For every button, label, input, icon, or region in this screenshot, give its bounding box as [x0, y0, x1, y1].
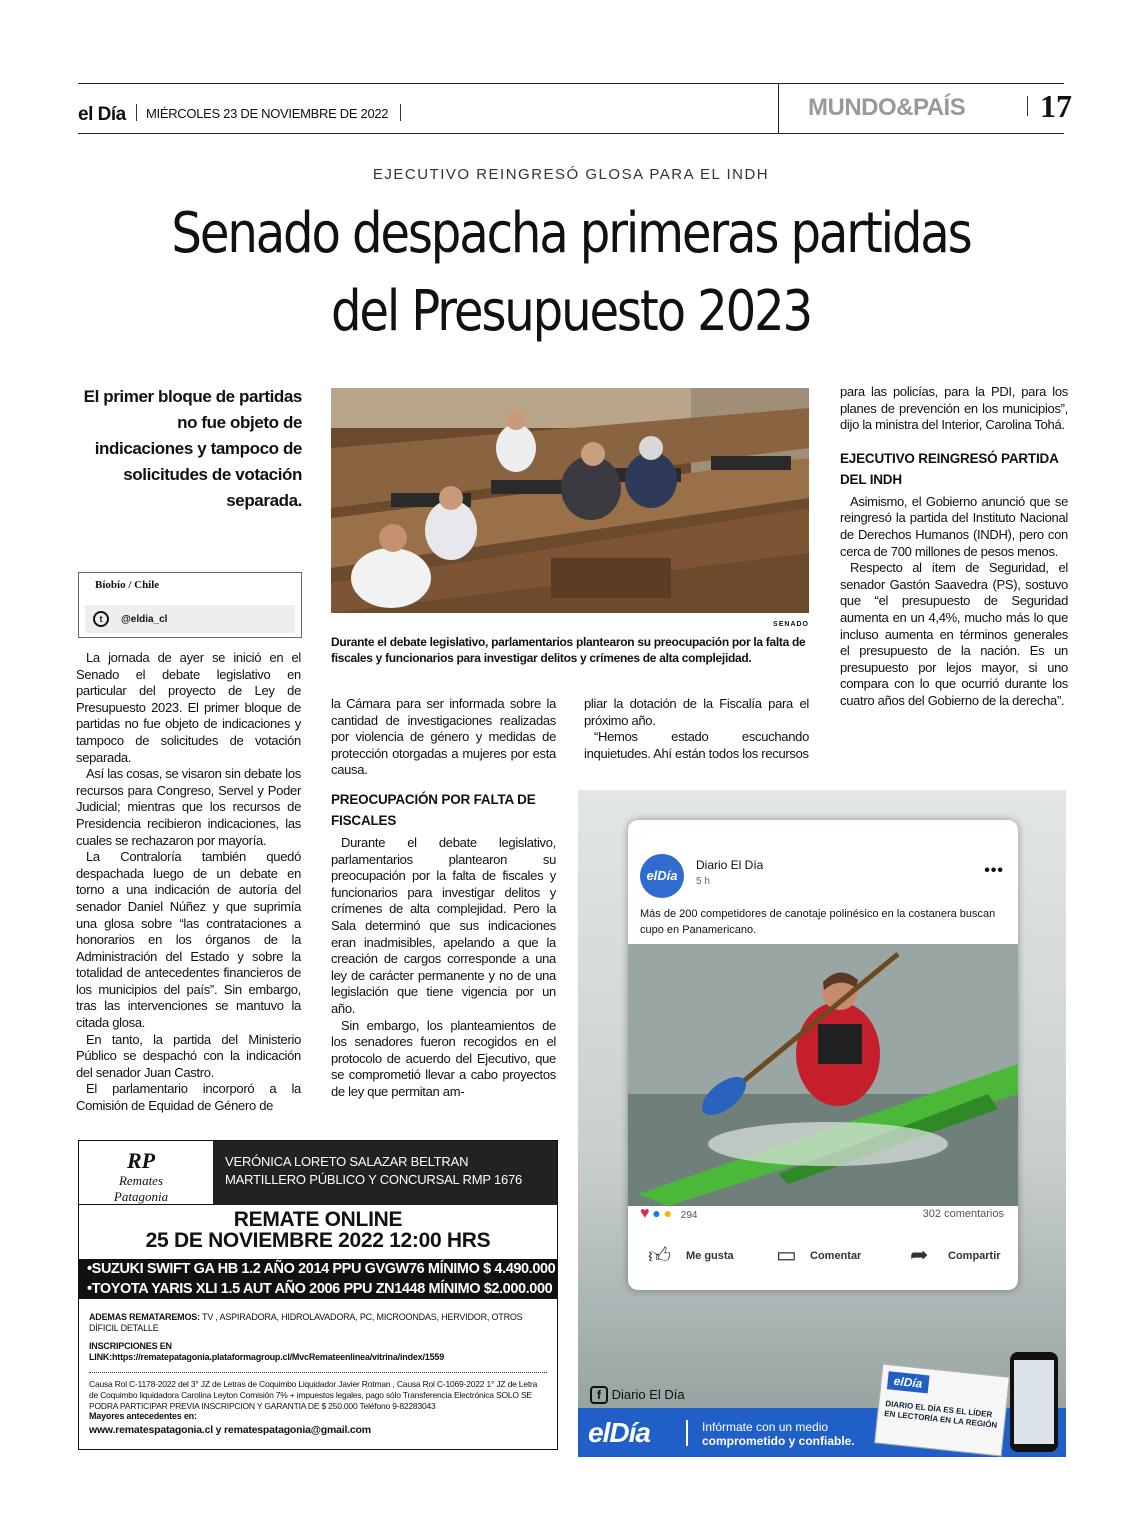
- paragraph: La Contraloría también quedó despachada luego de un debate en torno a una indicación de autoría del senador Daniel Núñez y que suprimía una glosa sobre “las contrataciones a honorarios en los órganos de la Administración del Estado y sobre la totalidad de antecedentes financieros de los municipios del país”. Sin embargo, tras las intervenciones se mantuvo la citada glosa.: [76, 849, 301, 1031]
- wow-icon: ●: [663, 1205, 672, 1221]
- facebook-label: [590, 1386, 685, 1404]
- paragraph: pliar la dotación de la Fiscalía para el próximo año.: [584, 696, 809, 728]
- auctioneer-name: VERÓNICA LORETO SALAZAR BELTRAN: [225, 1154, 469, 1169]
- logo-mark: RP: [126, 1148, 156, 1173]
- like-icon: ●: [652, 1205, 661, 1221]
- post-time: 5 h: [696, 876, 710, 887]
- post-actions: [628, 1240, 1018, 1284]
- article-column-1: [76, 650, 301, 1115]
- social-source: Bíobío / Chile: [95, 579, 160, 591]
- divider: [1027, 96, 1028, 116]
- facebook-icon: f: [590, 1386, 608, 1404]
- ad-inscripciones: [89, 1341, 547, 1363]
- subheading: PREOCUPACIÓN POR FALTA DE FISCALES: [331, 791, 536, 828]
- ad-item: •SUZUKI SWIFT GA HB 1.2 AÑO 2014 PPU GVGW76 MÍNIMO $ 4.490.000: [87, 1261, 556, 1277]
- article-column-4: [840, 384, 1068, 710]
- band-slogan-line: comprometido y confiable.: [702, 1434, 855, 1448]
- auctioneer-box: [213, 1141, 557, 1205]
- facebook-page-name: Diario El Día: [611, 1387, 685, 1402]
- paragraph: para las policías, para la PDI, para los planes de prevención en los municipios”, dijo la ministra del Interior, Carolina Tohá.: [840, 384, 1068, 433]
- dotted-divider: [89, 1372, 547, 1373]
- thumbs-up-icon: 👍︎: [648, 1243, 671, 1268]
- paragraph: la Cámara para ser informada sobre la cantidad de investigaciones realizadas por violencia de género y medidas de protección otorgadas a mujeres por esta causa.: [331, 696, 556, 778]
- ad-header: [79, 1141, 557, 1205]
- comment-count[interactable]: 302 comentarios: [922, 1208, 1004, 1220]
- inscripciones-link[interactable]: LINK:https://rematepatagonia.plataformagroup.cl/MvcRemateenlinea/vitrina/index/1559: [89, 1352, 444, 1362]
- more-options-icon[interactable]: •••: [984, 862, 1004, 879]
- header-rule-top: [78, 83, 1064, 84]
- facebook-promo-ad: [578, 790, 1066, 1457]
- divider: [400, 104, 401, 121]
- ad-also-label: ADEMAS REMATAREMOS:: [89, 1312, 200, 1322]
- ad-title-line: REMATE ONLINE: [233, 1208, 403, 1231]
- ad-items: [79, 1259, 557, 1299]
- phone-illustration: [1010, 1352, 1058, 1452]
- article-column-2: [331, 696, 556, 1100]
- ad-websites[interactable]: www.rematespatagonia.cl y rematespatagonia@gmail.com: [89, 1424, 371, 1436]
- paragraph: Asimismo, el Gobierno anunció que se reingresó la partida del Instituto Nacional de Derechos Humanos (INDH), pero con cerca de 700 millones de pesos menos.: [840, 493, 1068, 559]
- headline-line: del Presupuesto 2023: [330, 279, 812, 344]
- social-box: [78, 572, 302, 638]
- share-button[interactable]: Compartir: [948, 1250, 1001, 1262]
- paragraph: Durante el debate legislativo, parlamentarios plantearon su preocupación por la falta de fiscales y funcionarios para investigar delitos y crímenes de alta complejidad. Pero la Sala determinó que sus indicaciones eran inadmisibles, apelando a que la creación de cargos corresponde a una ley de carácter permanente y no de una legislación que tiene vigencia por un año.: [331, 834, 556, 1016]
- ad-legal: Causa Rol C-1178-2022 del 3° JZ de Letras de Coquimbo Liquidador Javier Rotman , Causa Rol C-1069-2022 1° JZ de Letra de Coquimbo liquidadora Carolina Leyton Comisión 7% + impuestos legales, pago sólo Transferencia Electrónica SOLO SE PODRA PARTICIPAR PREVIA INSCRIPCION Y GARANTIA DE $ 250.000 Teléfono 9-82283043: [89, 1379, 538, 1411]
- social-bar: [85, 605, 295, 633]
- ad-also: [89, 1312, 547, 1334]
- ad-more-info: Mayores antecedentes en:: [89, 1411, 197, 1421]
- ad-item: •TOYOTA YARIS XLI 1.5 AUT AÑO 2006 PPU ZN1448 MÍNIMO $2.000.000: [87, 1281, 553, 1297]
- band-brand: elDía: [588, 1417, 650, 1448]
- issue-date: MIÉRCOLES 23 DE NOVIEMBRE DE 2022: [146, 106, 389, 121]
- band-slogan-line: Infórmate con un medio: [702, 1420, 829, 1434]
- paragraph: Respecto al ítem de Seguridad, el senador Gastón Saavedra (PS), sostuvo que “el presupuesto de Seguridad aumenta en un 4,4%, mucho más lo que incluso aumenta en términos generales el presupuesto de la nación. Es un presupuesto por lejos mayor, si uno compara con lo que ocurrió durante los cuatro años del Gobierno de la derecha”.: [840, 560, 1068, 708]
- reaction-count: 294: [680, 1210, 698, 1221]
- paragraph: En tanto, la partida del Ministerio Público se despachó con la indicación del senador Juan Castro.: [76, 1031, 301, 1080]
- headline-line: Senado despacha primeras partidas: [171, 201, 971, 266]
- facebook-post-card: [628, 820, 1018, 1290]
- photo-caption: Durante el debate legislativo, parlamentarios plantearon su preocupación por la falta de fiscales y funcionarios para investigar delitos y crímenes de alta complejidad.: [331, 635, 806, 665]
- newspaper-brand: el Día: [78, 104, 126, 125]
- auctioneer-title: MARTILLERO PÚBLICO Y CONCURSAL RMP 1676: [225, 1172, 523, 1187]
- article-headline: [114, 195, 1027, 351]
- logo-text: Remates Patagonia: [113, 1173, 169, 1204]
- page-name[interactable]: Diario El Día: [696, 858, 764, 872]
- paragraph: La jornada de ayer se inició en el Senado el debate legislativo en particular del proyecto de Ley de Presupuesto 2023. El primer bloque de partidas no fue objeto de indicaciones y tampoco de solicitudes de votación separada.: [76, 650, 301, 765]
- canoe-photo: [628, 944, 1018, 1206]
- reactions[interactable]: [640, 1205, 697, 1223]
- comment-button[interactable]: Comentar: [810, 1250, 862, 1262]
- like-button[interactable]: Me gusta: [686, 1250, 734, 1262]
- paper-headline: DIARIO EL DÍA ES EL LÍDER EN LECTORÍA EN LA REGIÓN: [883, 1399, 998, 1430]
- article-lead: El primer bloque de partidas no fue objeto de indicaciones y tampoco de solicitudes de votación separada.: [83, 387, 302, 510]
- love-icon: ♥: [640, 1205, 650, 1222]
- paragraph: Sin embargo, los planteamientos de los senadores fueron recogidos en el protocolo de acuerdo del Ejecutivo, que se comprometió llevar a cabo proyectos de ley que permitan am-: [331, 1017, 556, 1099]
- header-rule-bottom: [78, 133, 1064, 134]
- phone-screen: [1014, 1360, 1054, 1444]
- header-separator: [778, 83, 779, 133]
- share-icon: ➦: [910, 1242, 929, 1267]
- senate-photo: [331, 388, 809, 613]
- twitter-icon: t: [93, 611, 109, 627]
- post-text: Más de 200 competidores de canotaje polinésico en la costanera buscan cupo en Panamericano.: [640, 908, 996, 936]
- page-number: 17: [1040, 88, 1072, 124]
- newspaper-illustration: [874, 1364, 1010, 1457]
- paragraph: “Hemos estado escuchando inquietudes. Ahí están todos los recursos: [584, 729, 809, 761]
- band-slogan: [702, 1420, 855, 1448]
- remate-ad: [78, 1140, 558, 1450]
- photo-credit: SENADO: [773, 621, 809, 628]
- band-separator: [686, 1420, 688, 1446]
- paper-brand: elDía: [887, 1371, 929, 1393]
- ad-title: [79, 1209, 557, 1251]
- section-name: MUNDO&PAÍS: [808, 94, 966, 121]
- comment-icon: ▭: [776, 1242, 797, 1267]
- ad-also-text: TV , ASPIRADORA, HIDROLAVADORA, PC, MICROONDAS, HERVIDOR, OTROS DÍFICIL DETALLE: [89, 1312, 523, 1333]
- paragraph: Así las cosas, se visaron sin debate los recursos para Congreso, Servel y Poder Judicial; mientras que los recursos de Presidencia recibieron indicaciones, las cuales se rechazaron por mayoría.: [76, 766, 301, 848]
- article-kicker: EJECUTIVO REINGRESÓ GLOSA PARA EL INDH: [372, 166, 770, 183]
- remates-logo: [91, 1148, 191, 1204]
- divider: [136, 104, 137, 121]
- article-column-3: [584, 696, 809, 762]
- subheading: EJECUTIVO REINGRESÓ PARTIDA DEL INDH: [840, 450, 1059, 487]
- inscripciones-label: INSCRIPCIONES EN: [89, 1341, 172, 1351]
- ad-title-line: 25 DE NOVIEMBRE 2022 12:00 HRS: [145, 1229, 491, 1252]
- page-avatar[interactable]: elDía: [640, 854, 684, 898]
- paragraph: El parlamentario incorporó a la Comisión de Equidad de Género de: [76, 1081, 301, 1114]
- social-handle: @eldia_cl: [121, 614, 168, 625]
